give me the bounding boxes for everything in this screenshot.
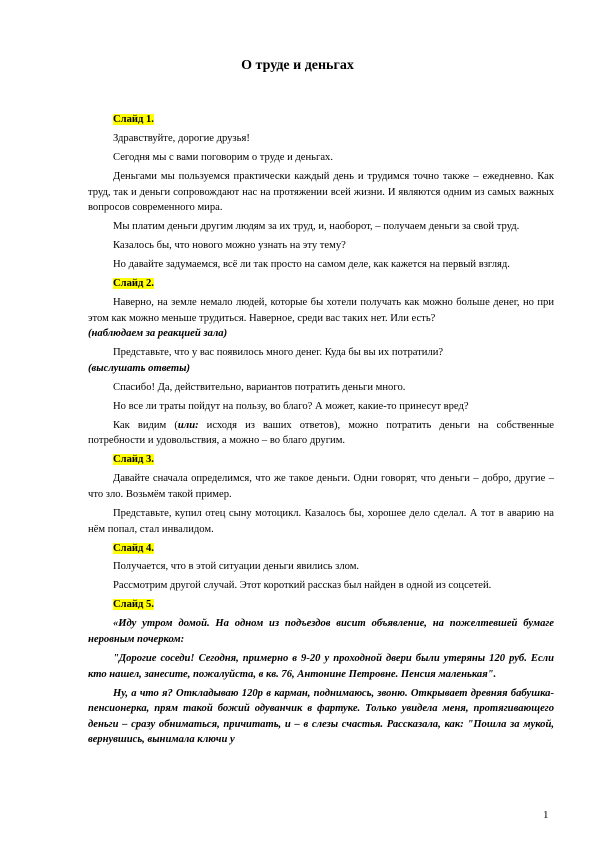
slide-label: Слайд 2. [113,278,154,290]
paragraph: Но все ли траты пойдут на пользу, во благо? А может, какие-то принесут вред? [113,400,469,412]
text-run: исходя из ваших ответов), можно потратить деньги на собственные потребности и удовольствия, а можно – во благо другим. [88,419,554,447]
story-paragraph: Ну, а что я? Откладываю 120р в карман, поднимаюсь, звоню. Открывает древняя бабушка-пенсионерка, прям такой божий одуванчик в фартуке. Только увидела меня, протягивающего деньги – сразу обниматься, причитать, и – в слезы счастья. Рассказала, как: "Пошла за мукой, вернувшись, вынимала ключи у [88,687,554,746]
paragraph: Рассмотрим другой случай. Этот короткий рассказ был найден в одной из соцсетей. [113,580,492,592]
slide-heading-2 [88,276,554,292]
paragraph [88,418,554,449]
paragraph: Наверно, на земле немало людей, которые бы хотели получать как можно больше денег, но при этом как можно меньше трудиться. Наверное, среди вас таких нет. Или есть? [88,297,554,324]
paragraph: Но давайте задумаемся, всё ли так просто на самом деле, как кажется на первый взгляд. [113,259,510,271]
stage-note: (наблюдаем за реакцией зала) [88,328,228,340]
slide-label: Слайд 1. [113,114,154,125]
slide-heading-1 [88,112,554,128]
paragraph: Представьте, что у вас появилось много денег. Куда бы вы их потратили? [113,347,444,359]
slide-label: Слайд 5. [113,599,154,611]
document-body [88,112,554,748]
text-run: Как видим ( [113,419,178,431]
slide-heading-4 [88,541,554,557]
page-title: О труде и деньгах [241,58,354,73]
paragraph: Казалось бы, что нового можно узнать на эту тему? [113,240,346,252]
paragraph: Деньгами мы пользуемся практически каждый день и трудимся точно также – ежедневно. Как труд, так и деньги сопровождают нас на протяжении всей жизни. И являются одним из самых важных вопросов современного мира. [88,170,554,214]
slide-label: Слайд 3. [113,454,154,466]
paragraph: Мы платим деньги другим людям за их труд, и, наоборот, – получаем деньги за свой труд. [113,221,520,233]
text-run-italic: или: [177,419,199,431]
paragraph: Спасибо! Да, действительно, вариантов потратить деньги много. [113,381,406,393]
page-number: 1 [543,809,549,821]
paragraph: Сегодня мы с вами поговорим о труде и деньгах. [113,151,333,163]
stage-note: (выслушать ответы) [88,362,190,374]
slide-heading-5 [88,597,554,613]
paragraph: Здравствуйте, дорогие друзья! [113,132,250,144]
story-paragraph: «Иду утром домой. На одном из подъездов висит объявление, на пожелтевшей бумаге неровным почерком: [88,618,554,646]
paragraph: Давайте сначала определимся, что же такое деньги. Одни говорят, что деньги – добро, другие – что зло. Возьмём такой пример. [88,473,554,500]
story-paragraph: "Дорогие соседи! Сегодня, примерно в 9-20 у проходной двери были утеряны 120 руб. Если кто нашел, занесите, пожалуйста, в кв. 76, Антонине Петровне. Пенсия маленькая". [88,653,554,680]
slide-label: Слайд 4. [113,542,154,554]
slide-heading-3 [88,452,554,468]
paragraph: Представьте, купил отец сыну мотоцикл. Казалось бы, хорошее дело сделал. А тот в аварию на нём попал, стал инвалидом. [88,507,554,535]
paragraph: Получается, что в этой ситуации деньги явились злом. [113,561,360,573]
